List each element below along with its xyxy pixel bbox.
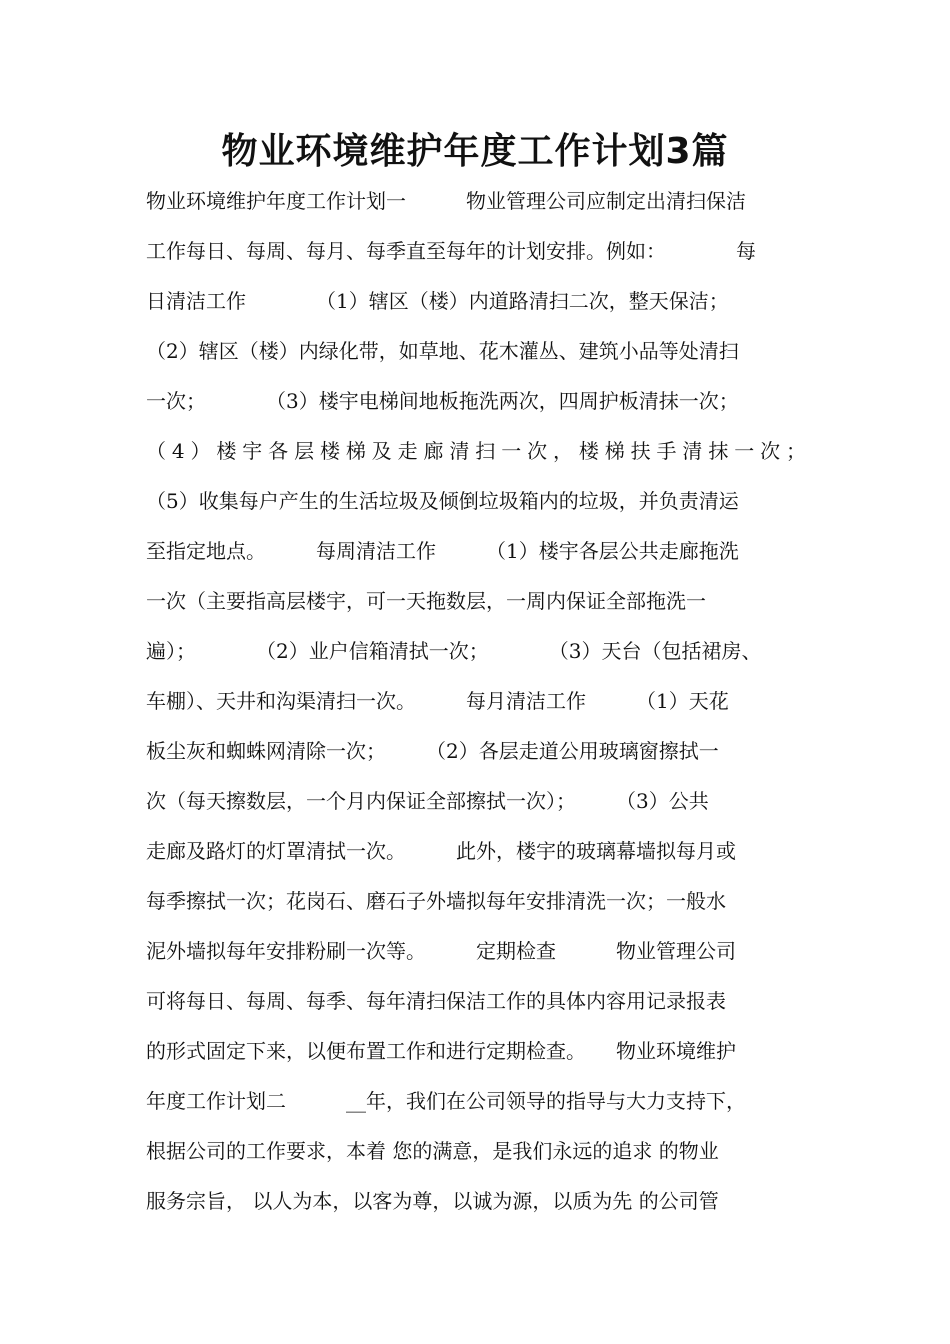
document-title: 物业环境维护年度工作计划3篇 [221, 131, 729, 172]
body-line: 服务宗旨， 以人为本，以客为尊，以诚为源，以质为先 的公司管 [146, 1189, 719, 1213]
body-line: 的形式固定下来，以便布置工作和进行定期检查。 物业环境维护 [146, 1039, 736, 1063]
body-line: 遍）； （2）业户信箱清拭一次； （3）天台（包括裙房、 [146, 639, 762, 663]
body-line: 工作每日、每周、每月、每季直至每年的计划安排。例如： 每 [146, 239, 756, 263]
body-line: 物业环境维护年度工作计划一 物业管理公司应制定出清扫保洁 [146, 189, 746, 213]
body-line: 至指定地点。 每周清洁工作 （1）楼宇各层公共走廊拖洗 [146, 539, 739, 563]
body-line: 年度工作计划二 __年，我们在公司领导的指导与大力支持下， [146, 1089, 746, 1113]
body-line: （5）收集每户产生的生活垃圾及倾倒垃圾箱内的垃圾，并负责清运 [146, 489, 739, 513]
body-line: 次（每天擦数层，一个月内保证全部擦拭一次）； （3）公共 [146, 789, 709, 813]
body-line: 泥外墙拟每年安排粉刷一次等。 定期检查 物业管理公司 [146, 939, 736, 963]
body-line: 根据公司的工作要求，本着 您的满意，是我们永远的追求 的物业 [146, 1139, 719, 1163]
body-line: 车棚）、天井和沟渠清扫一次。 每月清洁工作 （1）天花 [146, 689, 729, 713]
body-line: 走廊及路灯的灯罩清拭一次。 此外，楼宇的玻璃幕墙拟每月或 [146, 839, 736, 863]
body-line: 一次； （3）楼宇电梯间地板拖洗两次，四周护板清抹一次； [146, 389, 739, 413]
body-line: 每季擦拭一次；花岗石、磨石子外墙拟每年安排清洗一次；一般水 [146, 889, 726, 913]
body-line: 板尘灰和蜘蛛网清除一次； （2）各层走道公用玻璃窗擦拭一 [146, 739, 719, 763]
body-line: 可将每日、每周、每季、每年清扫保洁工作的具体内容用记录报表 [146, 989, 726, 1013]
body-line: （2）辖区（楼）内绿化带，如草地、花木灌丛、建筑小品等处清扫 [146, 339, 739, 363]
body-line: （4）楼宇各层楼梯及走廊清扫一次，楼梯扶手清抹一次； [146, 439, 806, 463]
body-line: 日清洁工作 （1）辖区（楼）内道路清扫二次，整天保洁； [146, 289, 729, 313]
document-body [146, 176, 806, 1226]
body-line: 一次（主要指高层楼宇，可一天拖数层，一周内保证全部拖洗一 [146, 589, 706, 613]
